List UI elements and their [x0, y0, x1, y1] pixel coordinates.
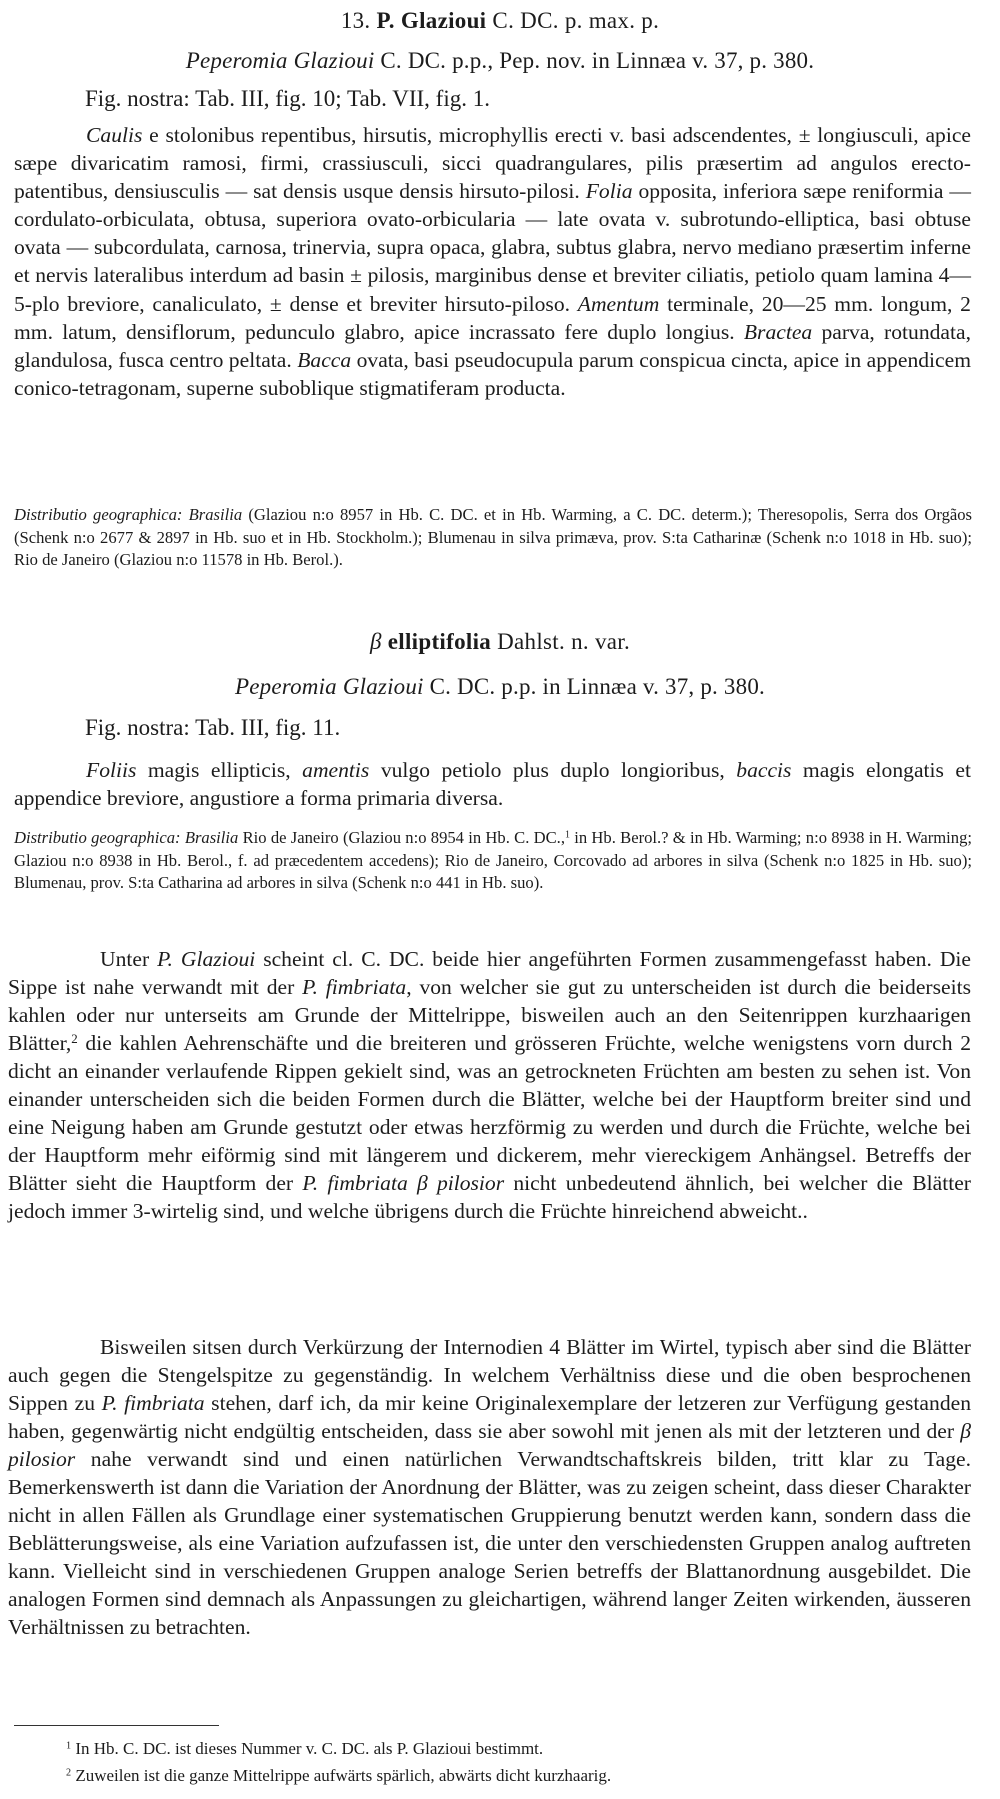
folia-term: Folia	[585, 179, 633, 204]
distribution-label: Distributio geographica:	[14, 505, 183, 524]
synonym-citation: C. DC. p.p., Pep. nov. in Linnæa v. 37, p. 380.	[380, 48, 815, 73]
variety-distribution: Distributio geographica: Brasilia Rio de Janeiro (Glaziou n:o 8954 in Hb. C. DC.,$^1$ in Hb. Berol.? & in Hb. Warming; n:o 8938 in H. Warming; Glaziou n:o 8938 in Hb. Berol., f. ad præcedentem accedens); Rio de Janeiro, Corcovado ad arbores in silva (Schenk n:o 1825 in Hb. suo); Blumenau, prov. S:ta Catharina ad arbores in silva (Schenk n:o 441 in Hb. suo).	[14, 828, 972, 892]
bractea-term: Bractea	[743, 319, 813, 344]
distribution-country: Brasilia	[188, 505, 243, 524]
variety-distribution-country: Brasilia	[184, 828, 239, 847]
species-distribution: Distributio geographica: Brasilia (Glaziou n:o 8957 in Hb. C. DC. et in Hb. Warming, a C. DC. determ.); Theresopolis, Serra dos Orgãos (Schenk n:o 2677 & 2897 in Hb. suo et in Hb. Stockholm.); Blumenau in silva primæva, prov. S:ta Catharinæ (Schenk n:o 1018 in Hb. suo); Rio de Janeiro (Glaziou n:o 11578 in Hb. Berol.).	[14, 505, 972, 569]
species-heading	[0, 8, 1000, 34]
amentum-term: Amentum	[577, 291, 660, 316]
variety-figure-reference: Fig. nostra: Tab. III, fig. 11.	[85, 715, 341, 740]
amentis-term: amentis	[302, 758, 370, 782]
variety-heading	[0, 629, 1000, 655]
caulis-term: Caulis	[86, 123, 143, 147]
variety-name: elliptifolia	[387, 629, 492, 654]
variety-synonym-name: Peperomia Glazioui	[235, 674, 424, 699]
species-number: 13.	[340, 8, 371, 33]
variety-author: Dahlst. n. var.	[497, 629, 631, 654]
species-description: Caulis e stolonibus repentibus, hirsutis, microphyllis erecti v. basi adscendentes, ± longiusculi, apice sæpe divaricatim ramosi, firmi, crassiusculi, sicci quadrangulares, pilis præsertim ad angulos erecto-patentibus, densiusculis — sat densis usque densis hirsuto-pilosi. Folia opposita, inferiora sæpe reniformia — cordulato-orbiculata, obtusa, superiora ovato-orbicularia — late ovata v. subrotundo-elliptica, basi obtuse ovata — subcordulata, carnosa, trinervia, supra opaca, glabra, subtus glabra, nervo mediano præsertim inferne et nervis lateralibus interdum ad basin ± pilosis, marginibus dense et breviter ciliatis, petiolo quam lamina 4—5-plo breviore, canaliculato, ± dense et breviter hirsuto-piloso. Amentum terminale, 20—25 mm. longum, 2 mm. latum, densiflorum, pedunculo glabro, apice incrassato fere duplo longius. Bractea parva, rotundata, glandulosa, fusca centro peltata. Bacca ovata, basi pseudocupula parum conspicua cincta, apice in appendicem conico-tetragonam, superne suboblique stigmatiferam producta.	[14, 123, 972, 400]
species-author: C. DC. p. max. p.	[492, 8, 660, 33]
footnote-ref-1: 1	[564, 829, 570, 841]
synonym-name: Peperomia Glazioui	[185, 48, 375, 73]
variety-synonym	[0, 674, 1000, 700]
footnote-1: $^1$ In Hb. C. DC. ist dieses Nummer v. C. DC. als P. Glazioui bestimmt.	[66, 1739, 544, 1758]
species-synonym	[0, 48, 1000, 74]
variety-distribution-label: Distributio geographica:	[14, 828, 181, 847]
footnote-ref-2: 2	[71, 1031, 78, 1047]
foliis-term: Foliis	[86, 758, 137, 782]
species-figure-reference: Fig. nostra: Tab. III, fig. 10; Tab. VII, fig. 1.	[85, 86, 490, 111]
variety-synonym-citation: C. DC. p.p. in Linnæa v. 37, p. 380.	[429, 674, 765, 699]
variety-description: Foliis magis ellipticis, amentis vulgo petiolo plus duplo longioribus, baccis magis elongatis et appendice breviore, angustiore a forma primaria diversa.	[14, 758, 971, 811]
bacca-term: Bacca	[297, 347, 352, 372]
footnote-divider	[14, 1725, 219, 1726]
baccis-term: baccis	[736, 758, 792, 782]
variety-symbol: β	[369, 629, 382, 654]
discussion-paragraph-1: Unter P. Glazioui scheint cl. C. DC. beide hier angeführten Formen zusammengefasst haben. Die Sippe ist nahe verwandt mit der P. fimbriata, von welcher sie gut zu unterscheiden ist durch die beiderseits kahlen oder nur unterseits am Grunde der Mittelrippe, bisweilen auch an den Seitenrippen kurzhaarigen Blätter,$^2$ die kahlen Aehrenschäfte und die breiteren und grösseren Früchte, welche wenigstens vorn durch 2 dicht an einander verlaufende Rippen gekielt sind, was an getrockneten Früchten am besten zu sehen ist. Von einander unterscheiden sich die beiden Formen durch die Blätter, welche bei der Hauptform breiter sind und eine Neigung haben am Grunde gestutzt oder etwas herzförmig zu werden und durch die Früchte, welche bei der Hauptform mehr eiförmig sind mit längerem und dickerem, mehr viereckigem Anhängsel. Betreffs der Blätter sieht die Hauptform der P. fimbriata β pilosior nicht unbedeutend ähnlich, bei welcher die Blätter jedoch immer 3-wirtelig sind, und welche übrigens durch die Früchte hinreichend abweicht..	[8, 947, 971, 1224]
footnote-2: $^2$ Zuweilen ist die ganze Mittelrippe aufwärts spärlich, abwärts dicht kurzhaarig.	[66, 1766, 612, 1785]
discussion-paragraph-2: Bisweilen sitsen durch Verkürzung der Internodien 4 Blätter im Wirtel, typisch aber sind die Blätter auch gegen die Stengelspitze zu gegenständig. In welchem Verhältniss diese und die oben besprochenen Sippen zu P. fimbriata stehen, darf ich, da mir keine Originalexemplare der letzeren zur Verfügung gestanden haben, gegenwärtig nicht endgültig entscheiden, dass sie aber sowohl mit jenen als mit der letzteren und der β pilosior nahe verwandt sind und einen natürlichen Verwandtschaftskreis bilden, tritt klar zu Tage. Bemerkenswerth ist dann die Variation der Anordnung der Blätter, was zu zeigen scheint, dass dieser Charakter nicht in allen Fällen als Grundlage einer systematischen Gruppierung benutzt werden kann, sondern dass die Beblätterungsweise, als eine Variation aufzufassen ist, die unter den verschiedensten Gruppen analog auftreten kann. Vielleicht sind in verschiedenen Gruppen analoge Serien betreffs der Blattanordnung ausgebildet. Die analogen Formen sind demnach als Anpassungen zu gleichartigen, während langer Zeiten wirkenden, äusseren Verhältnissen zu betrachten.	[8, 1335, 971, 1640]
species-name: P. Glazioui	[376, 8, 487, 33]
